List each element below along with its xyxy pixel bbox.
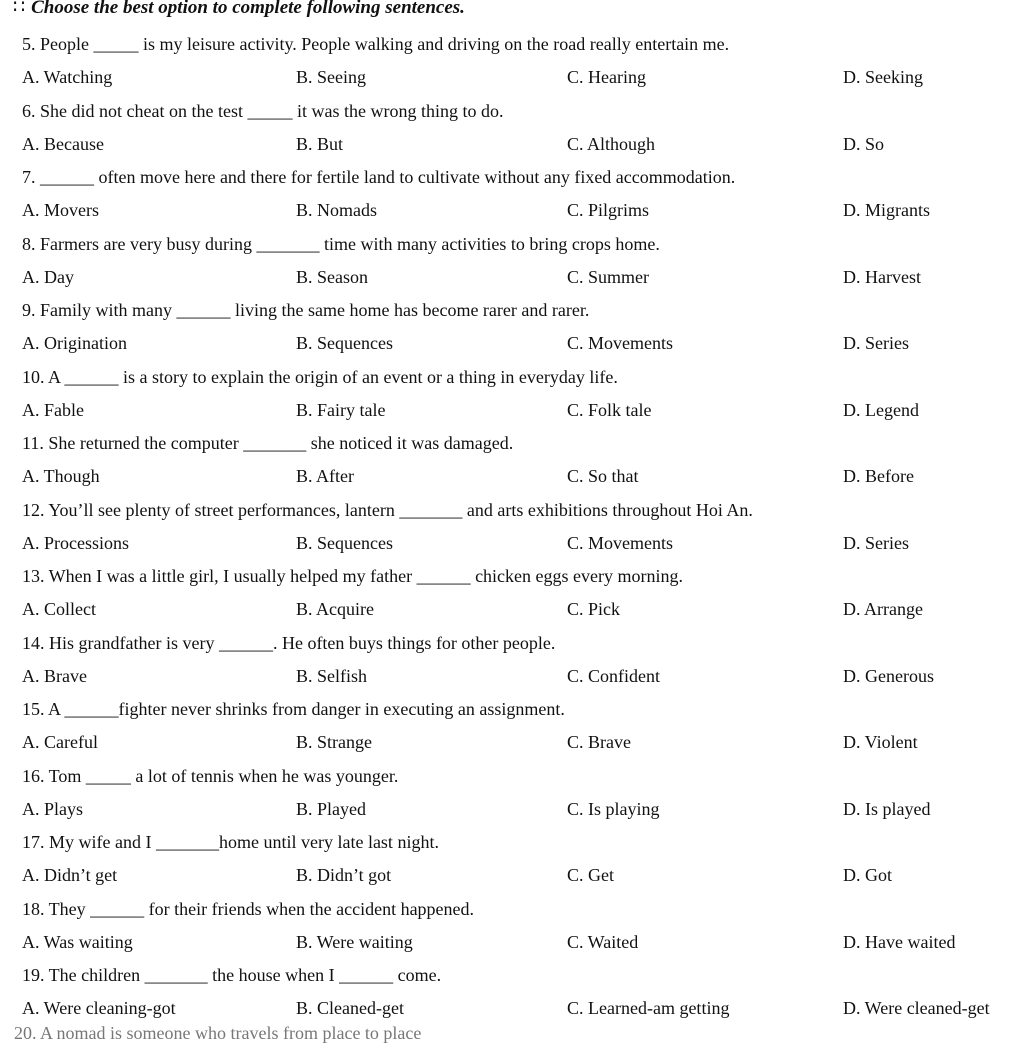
- stem-text: she noticed it was damaged.: [306, 433, 514, 453]
- question-stem: [22, 499, 753, 521]
- option-d: D. Generous: [843, 665, 934, 686]
- option-d: D. Series: [843, 532, 909, 553]
- section-heading: [13, 0, 465, 19]
- option-d: D. Violent: [843, 732, 918, 752]
- stem-text: is my leisure activity. People walking and driving on the road really entertain me.: [138, 34, 730, 54]
- option-b: B. Didn’t got: [296, 865, 392, 885]
- option-b: B. Fairy tale: [296, 399, 386, 420]
- question-stem: [22, 432, 513, 454]
- option-a: A. Brave: [22, 665, 87, 686]
- answer-blank: _______: [155, 832, 219, 852]
- option-d: D. Before: [843, 466, 914, 486]
- option-c: C. So that: [567, 466, 639, 486]
- stem-text: 11. She returned the computer: [22, 433, 244, 453]
- question-stem: [22, 166, 735, 188]
- stem-text: a lot of tennis when he was younger.: [130, 765, 399, 786]
- answer-blank: ______: [176, 300, 231, 320]
- options-row: [0, 199, 1024, 221]
- options-row: [0, 532, 1024, 554]
- heading-marker: ∷: [13, 0, 26, 18]
- option-d: D. Migrants: [843, 200, 930, 220]
- stem-text: . He often buys things for other people.: [272, 632, 556, 653]
- stem-text: for their friends when the accident happened.: [144, 898, 475, 919]
- options-row: [0, 399, 1024, 421]
- options-row: [0, 931, 1024, 953]
- question-stem: [22, 632, 555, 654]
- option-a: A. Movers: [22, 200, 99, 220]
- stem-text: 18. They: [22, 898, 91, 919]
- option-b: B. Strange: [296, 732, 372, 752]
- stem-text: 5. People: [22, 34, 94, 54]
- options-row: [0, 133, 1024, 155]
- stem-text: 17. My wife and I: [22, 832, 156, 852]
- options-row: [0, 266, 1024, 288]
- stem-text: 8. Farmers are very busy during: [22, 233, 257, 254]
- stem-text: 19. The children: [22, 965, 145, 985]
- option-b: B. But: [296, 133, 344, 154]
- question-stem: [22, 964, 441, 986]
- option-d: D. Were cleaned-get: [843, 998, 990, 1018]
- option-c: C. Summer: [567, 266, 650, 287]
- question-stem: [22, 233, 660, 255]
- answer-blank: ______: [90, 898, 145, 919]
- stem-text: home until very late last night.: [218, 832, 439, 852]
- option-a: A. Watching: [22, 67, 113, 87]
- answer-blank: ______: [40, 167, 94, 187]
- option-b: B. Sequences: [296, 532, 393, 553]
- option-c: C. Hearing: [567, 67, 646, 87]
- question-stem: [22, 565, 683, 587]
- options-row: [0, 798, 1024, 820]
- option-a: A. Plays: [22, 798, 84, 819]
- stem-text: 7.: [22, 167, 40, 187]
- option-d: D. Harvest: [843, 266, 921, 287]
- question-stem: [22, 33, 729, 55]
- option-d: D. Is played: [843, 798, 931, 819]
- option-b: B. After: [296, 466, 354, 486]
- options-row: [0, 332, 1024, 354]
- option-a: A. Careful: [22, 732, 98, 752]
- stem-text: 14. His grandfather is very: [22, 632, 219, 653]
- stem-text: is a story to explain the origin of an event or a thing in everyday life.: [118, 366, 618, 387]
- option-b: B. Season: [296, 266, 368, 287]
- option-c: C. Confident: [567, 665, 660, 686]
- stem-text: 15. A: [22, 699, 65, 719]
- answer-blank: _______: [399, 499, 463, 520]
- stem-text: 13. When I was a little girl, I usually helped my father: [22, 566, 417, 586]
- option-c: C. Get: [567, 865, 614, 885]
- option-b: B. Acquire: [296, 599, 374, 619]
- answer-blank: _____: [93, 34, 139, 54]
- option-c: C. Pilgrims: [567, 200, 650, 220]
- option-d: D. Seeking: [843, 67, 923, 87]
- answer-blank: ______: [339, 965, 394, 985]
- option-d: D. So: [843, 133, 885, 154]
- answer-blank: _______: [256, 233, 320, 254]
- option-c: C. Learned-am getting: [567, 998, 730, 1018]
- option-b: B. Played: [296, 798, 366, 819]
- stem-text: 9. Family with many: [22, 300, 177, 320]
- stem-text: fighter never shrinks from danger in executing an assignment.: [118, 699, 565, 719]
- question-stem: [22, 765, 398, 787]
- option-b: B. Were waiting: [296, 931, 413, 952]
- option-b: B. Cleaned-get: [296, 998, 404, 1018]
- option-d: D. Legend: [843, 399, 919, 420]
- stem-text: often move here and there for fertile land to cultivate without any fixed accommodation.: [94, 167, 736, 187]
- options-row: [0, 997, 1024, 1019]
- question-stem: [22, 299, 589, 321]
- option-b: B. Seeing: [296, 67, 366, 87]
- stem-text: and arts exhibitions throughout Hoi An.: [462, 499, 753, 520]
- stem-text: the house when I: [207, 965, 340, 985]
- options-row: [0, 665, 1024, 687]
- option-a: A. Origination: [22, 333, 127, 353]
- options-row: [0, 864, 1024, 886]
- option-c: C. Although: [567, 133, 656, 154]
- stem-text: 10. A: [22, 366, 65, 387]
- option-c: C. Waited: [567, 931, 639, 952]
- answer-blank: _____: [85, 765, 131, 786]
- answer-blank: _______: [243, 433, 307, 453]
- question-stem: [22, 100, 503, 122]
- option-b: B. Sequences: [296, 333, 393, 353]
- option-d: D. Arrange: [843, 599, 923, 619]
- answer-blank: ______: [64, 699, 119, 719]
- options-row: [0, 731, 1024, 753]
- option-d: D. Series: [843, 333, 909, 353]
- cut-off-next-line: 20. A nomad is someone who travels from place to place: [14, 1023, 422, 1043]
- option-c: C. Pick: [567, 599, 621, 619]
- option-a: A. Didn’t get: [22, 865, 118, 885]
- stem-text: come.: [393, 965, 442, 985]
- option-d: D. Got: [843, 865, 892, 885]
- question-stem: [22, 698, 565, 720]
- stem-text: living the same home has become rarer and rarer.: [230, 300, 590, 320]
- option-c: C. Brave: [567, 732, 631, 752]
- answer-blank: ______: [64, 366, 119, 387]
- options-row: [0, 598, 1024, 620]
- option-a: A. Were cleaning-got: [22, 998, 176, 1018]
- stem-text: 16. Tom: [22, 765, 86, 786]
- stem-text: 6. She did not cheat on the test: [22, 100, 248, 121]
- question-stem: [22, 831, 439, 853]
- question-stem: [22, 898, 474, 920]
- option-a: A. Because: [22, 133, 104, 154]
- option-c: C. Movements: [567, 333, 673, 353]
- answer-blank: _______: [144, 965, 208, 985]
- option-c: C. Is playing: [567, 798, 660, 819]
- option-c: C. Folk tale: [567, 399, 652, 420]
- question-stem: [22, 366, 618, 388]
- option-a: A. Though: [22, 466, 100, 486]
- stem-text: time with many activities to bring crops home.: [319, 233, 660, 254]
- option-a: A. Processions: [22, 532, 129, 553]
- option-a: A. Fable: [22, 399, 84, 420]
- option-d: D. Have waited: [843, 931, 956, 952]
- option-a: A. Collect: [22, 599, 96, 619]
- option-b: B. Nomads: [296, 200, 377, 220]
- stem-text: chicken eggs every morning.: [470, 566, 683, 586]
- stem-text: 12. You’ll see plenty of street performances, lantern: [22, 499, 400, 520]
- answer-blank: ______: [218, 632, 273, 653]
- heading-text: Choose the best option to complete following sentences.: [31, 0, 465, 18]
- option-a: A. Was waiting: [22, 931, 133, 952]
- answer-blank: _____: [247, 100, 293, 121]
- answer-blank: ______: [416, 566, 471, 586]
- option-c: C. Movements: [567, 532, 673, 553]
- option-a: A. Day: [22, 266, 74, 287]
- options-row: [0, 66, 1024, 88]
- options-row: [0, 465, 1024, 487]
- stem-text: it was the wrong thing to do.: [292, 100, 504, 121]
- option-b: B. Selfish: [296, 665, 368, 686]
